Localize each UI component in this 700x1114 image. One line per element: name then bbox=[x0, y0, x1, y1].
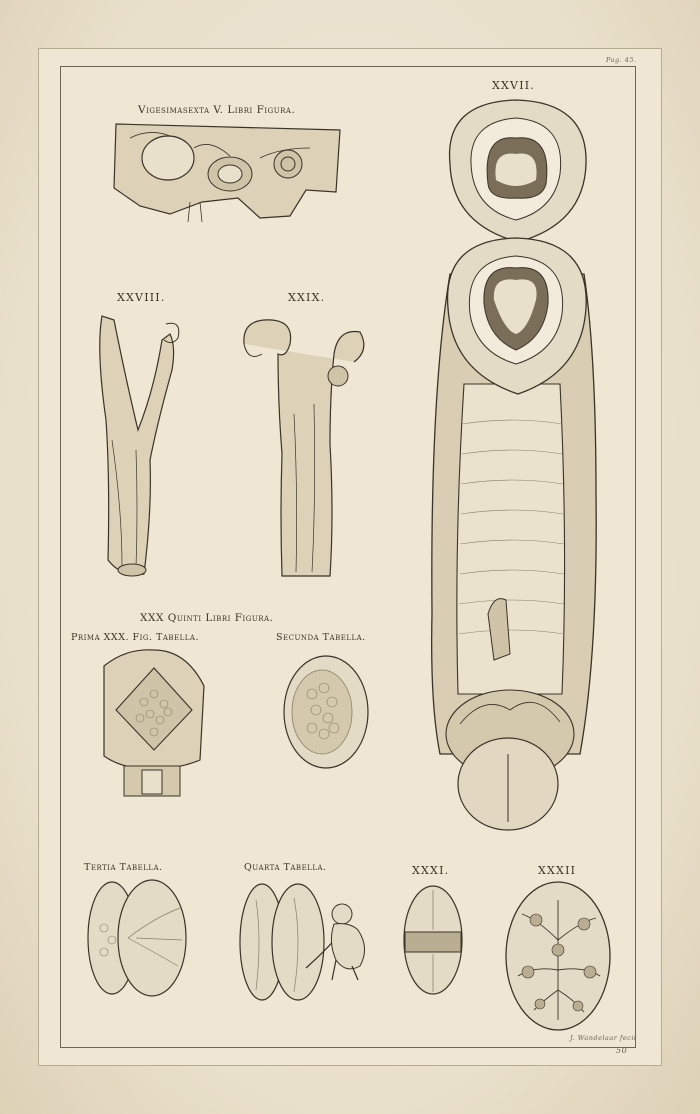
figure-31-caption: XXXI. bbox=[412, 864, 450, 877]
figure-26-caption: Vigesimasexta V. Libri Figura. bbox=[138, 104, 296, 116]
figure-28-caption: XXVIII. bbox=[117, 291, 166, 304]
figure-32-illustration bbox=[504, 880, 612, 1034]
tabella-3-illustration bbox=[84, 878, 190, 1000]
tabella-3-caption: Tertia Tabella. bbox=[84, 862, 163, 873]
figure-29-caption: XXIX. bbox=[288, 291, 326, 304]
tabella-1-illustration bbox=[96, 646, 208, 798]
plate-number: 50 bbox=[616, 1046, 628, 1055]
figure-26-illustration bbox=[110, 118, 346, 226]
figure-27-caption: XXVII. bbox=[492, 79, 535, 92]
figure-31-illustration bbox=[402, 884, 464, 996]
tabella-4-illustration bbox=[236, 880, 374, 1006]
figure-30-caption: XXX Quinti Libri Figura. bbox=[140, 612, 274, 624]
engraver-signature: J. Wandelaar fecit bbox=[570, 1034, 638, 1042]
tabella-2-illustration bbox=[282, 654, 372, 770]
figure-29-illustration bbox=[238, 314, 368, 582]
figure-28-illustration bbox=[92, 310, 184, 582]
tabella-1-caption: Prima XXX. Fig. Tabella. bbox=[71, 632, 200, 643]
figure-27-illustration bbox=[424, 94, 610, 838]
figure-32-caption: XXXII bbox=[538, 864, 577, 877]
tabella-2-caption: Secunda Tabella. bbox=[276, 632, 366, 643]
tabella-4-caption: Quarta Tabella. bbox=[244, 862, 327, 873]
page-reference: Pag. 45. bbox=[606, 56, 637, 64]
